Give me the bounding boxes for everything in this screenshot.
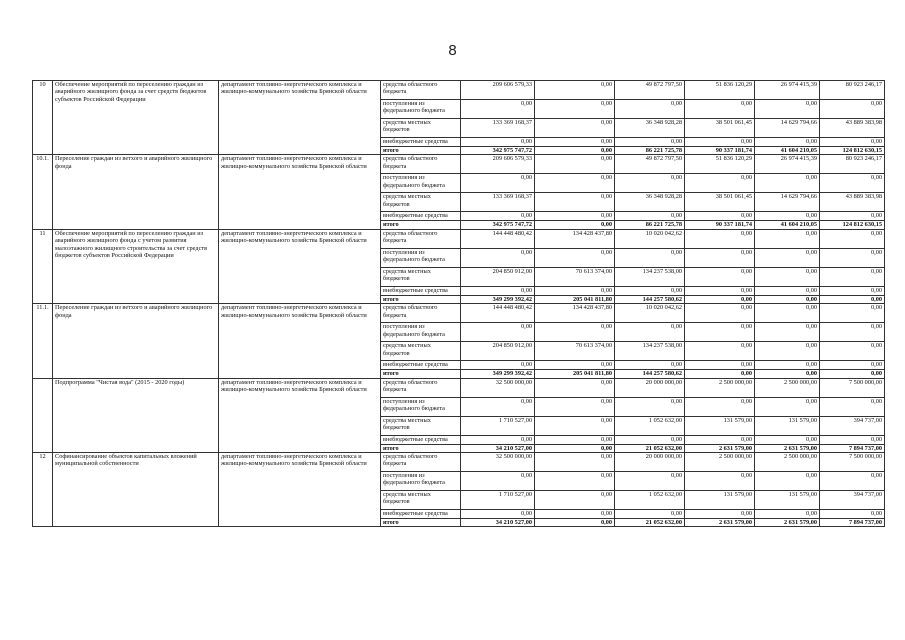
amount-cell: 0,00 <box>820 323 885 342</box>
amount-cell: 2 631 579,00 <box>685 444 755 452</box>
amount-cell: 0,00 <box>820 267 885 286</box>
amount-cell: 26 974 415,39 <box>755 81 820 100</box>
amount-cell: 36 348 928,28 <box>615 119 685 138</box>
amount-cell: 2 500 000,00 <box>685 453 755 472</box>
amount-cell: 80 923 246,17 <box>820 155 885 174</box>
funding-source: средства областного бюджета <box>381 81 461 100</box>
amount-cell: 0,00 <box>685 342 755 361</box>
amount-cell: 0,00 <box>820 174 885 193</box>
amount-cell: 7 894 737,00 <box>820 444 885 452</box>
amount-cell: 144 257 580,62 <box>615 295 685 303</box>
amount-cell: 0,00 <box>755 229 820 248</box>
amount-cell: 342 975 747,72 <box>461 147 535 155</box>
amount-cell: 0,00 <box>461 435 535 444</box>
amount-cell: 1 052 632,00 <box>615 491 685 510</box>
amount-cell: 0,00 <box>755 435 820 444</box>
funding-source: итого <box>381 370 461 378</box>
amount-cell: 0,00 <box>820 435 885 444</box>
amount-cell: 41 604 210,05 <box>755 221 820 229</box>
amount-cell: 134 428 437,80 <box>535 304 615 323</box>
amount-cell: 0,00 <box>461 397 535 416</box>
amount-cell: 0,00 <box>685 229 755 248</box>
measure-title: Обеспечение мероприятий по переселению граждан из аварийного жилищного фонда за счет средств бюджетов субъектов Российской Федерации <box>53 81 219 155</box>
executor: департамент топливно-энергетического комплекса и жилищно-коммунального хозяйства Брянской области <box>219 378 381 452</box>
amount-cell: 0,00 <box>685 370 755 378</box>
amount-cell: 0,00 <box>615 435 685 444</box>
amount-cell: 0,00 <box>685 510 755 519</box>
amount-cell: 0,00 <box>615 510 685 519</box>
amount-cell: 0,00 <box>755 370 820 378</box>
amount-cell: 41 604 210,05 <box>755 147 820 155</box>
amount-cell: 0,00 <box>685 323 755 342</box>
measure-title: Переселение граждан из ветхого и аварийного жилищного фонда <box>53 155 219 229</box>
amount-cell: 0,00 <box>685 286 755 295</box>
item-number: 10 <box>33 81 53 155</box>
amount-cell: 0,00 <box>820 295 885 303</box>
amount-cell: 0,00 <box>685 138 755 147</box>
amount-cell: 0,00 <box>685 472 755 491</box>
amount-cell: 32 500 000,00 <box>461 453 535 472</box>
amount-cell: 0,00 <box>820 138 885 147</box>
amount-cell: 0,00 <box>755 295 820 303</box>
amount-cell: 0,00 <box>685 295 755 303</box>
amount-cell: 0,00 <box>461 100 535 119</box>
amount-cell: 0,00 <box>685 212 755 221</box>
amount-cell: 134 237 538,00 <box>615 267 685 286</box>
measure-title: Обеспечение мероприятий по переселению граждан из аварийного жилищного фонда с учетом развития малоэтажного жилищного строительства за счет средств бюджетов субъектов Российской Федерации <box>53 229 219 303</box>
amount-cell: 0,00 <box>535 510 615 519</box>
amount-cell: 0,00 <box>755 342 820 361</box>
amount-cell: 49 872 797,50 <box>615 155 685 174</box>
amount-cell: 38 501 061,45 <box>685 119 755 138</box>
amount-cell: 0,00 <box>755 397 820 416</box>
amount-cell: 0,00 <box>535 212 615 221</box>
amount-cell: 0,00 <box>535 286 615 295</box>
amount-cell: 0,00 <box>755 100 820 119</box>
amount-cell: 0,00 <box>535 174 615 193</box>
amount-cell: 0,00 <box>615 361 685 370</box>
funding-source: поступления из федерального бюджета <box>381 472 461 491</box>
funding-source: итого <box>381 295 461 303</box>
amount-cell: 21 052 632,00 <box>615 444 685 452</box>
funding-source: средства областного бюджета <box>381 378 461 397</box>
item-number: 12 <box>33 453 53 527</box>
amount-cell: 349 299 392,42 <box>461 295 535 303</box>
amount-cell: 0,00 <box>615 286 685 295</box>
funding-source: средства областного бюджета <box>381 453 461 472</box>
amount-cell: 0,00 <box>535 361 615 370</box>
amount-cell: 2 631 579,00 <box>755 519 820 527</box>
amount-cell: 0,00 <box>535 221 615 229</box>
amount-cell: 1 710 527,00 <box>461 491 535 510</box>
amount-cell: 134 428 437,80 <box>535 229 615 248</box>
amount-cell: 0,00 <box>461 212 535 221</box>
amount-cell: 0,00 <box>615 397 685 416</box>
amount-cell: 144 448 480,42 <box>461 229 535 248</box>
amount-cell: 0,00 <box>755 472 820 491</box>
amount-cell: 80 923 246,17 <box>820 81 885 100</box>
amount-cell: 36 348 928,28 <box>615 193 685 212</box>
amount-cell: 0,00 <box>535 491 615 510</box>
amount-cell: 0,00 <box>685 435 755 444</box>
amount-cell: 0,00 <box>685 248 755 267</box>
amount-cell: 144 257 580,62 <box>615 370 685 378</box>
funding-source: средства местных бюджетов <box>381 342 461 361</box>
amount-cell: 10 020 042,62 <box>615 304 685 323</box>
amount-cell: 0,00 <box>461 138 535 147</box>
amount-cell: 86 221 725,78 <box>615 147 685 155</box>
amount-cell: 20 000 000,00 <box>615 453 685 472</box>
amount-cell: 0,00 <box>820 286 885 295</box>
page-number: 8 <box>448 42 457 59</box>
funding-source: внебюджетные средства <box>381 138 461 147</box>
executor: департамент топливно-энергетического комплекса и жилищно-коммунального хозяйства Брянской области <box>219 155 381 229</box>
item-number: 11 <box>33 229 53 303</box>
amount-cell: 2 631 579,00 <box>685 519 755 527</box>
amount-cell: 0,00 <box>461 323 535 342</box>
funding-source: поступления из федерального бюджета <box>381 174 461 193</box>
amount-cell: 0,00 <box>820 397 885 416</box>
amount-cell: 43 889 383,98 <box>820 119 885 138</box>
amount-cell: 209 606 579,33 <box>461 155 535 174</box>
amount-cell: 0,00 <box>535 323 615 342</box>
amount-cell: 70 613 374,00 <box>535 267 615 286</box>
amount-cell: 2 500 000,00 <box>685 378 755 397</box>
funding-source: итого <box>381 444 461 452</box>
amount-cell: 7 500 000,00 <box>820 378 885 397</box>
amount-cell: 0,00 <box>535 155 615 174</box>
item-number: 10.1. <box>33 155 53 229</box>
amount-cell: 51 836 120,29 <box>685 155 755 174</box>
amount-cell: 131 579,00 <box>755 416 820 435</box>
amount-cell: 34 210 527,00 <box>461 444 535 452</box>
amount-cell: 204 850 912,00 <box>461 267 535 286</box>
funding-source: средства областного бюджета <box>381 155 461 174</box>
executor: департамент топливно-энергетического комплекса и жилищно-коммунального хозяйства Брянской области <box>219 453 381 527</box>
amount-cell: 0,00 <box>535 444 615 452</box>
amount-cell: 2 500 000,00 <box>755 378 820 397</box>
amount-cell: 0,00 <box>755 248 820 267</box>
amount-cell: 0,00 <box>755 267 820 286</box>
amount-cell: 0,00 <box>755 304 820 323</box>
amount-cell: 0,00 <box>755 138 820 147</box>
amount-cell: 0,00 <box>820 304 885 323</box>
amount-cell: 14 629 794,66 <box>755 193 820 212</box>
funding-source: внебюджетные средства <box>381 510 461 519</box>
amount-cell: 0,00 <box>535 397 615 416</box>
executor: департамент топливно-энергетического комплекса и жилищно-коммунального хозяйства Брянской области <box>219 81 381 155</box>
funding-source: средства местных бюджетов <box>381 267 461 286</box>
amount-cell: 0,00 <box>615 472 685 491</box>
item-number <box>33 378 53 452</box>
funding-source: итого <box>381 221 461 229</box>
amount-cell: 0,00 <box>535 81 615 100</box>
amount-cell: 0,00 <box>535 248 615 267</box>
amount-cell: 1 710 527,00 <box>461 416 535 435</box>
amount-cell: 0,00 <box>820 472 885 491</box>
budget-table <box>32 80 885 527</box>
amount-cell: 342 975 747,72 <box>461 221 535 229</box>
amount-cell: 0,00 <box>461 174 535 193</box>
table-row <box>33 155 885 174</box>
amount-cell: 0,00 <box>461 510 535 519</box>
amount-cell: 0,00 <box>535 453 615 472</box>
amount-cell: 0,00 <box>820 510 885 519</box>
amount-cell: 0,00 <box>535 435 615 444</box>
funding-source: средства местных бюджетов <box>381 491 461 510</box>
amount-cell: 26 974 415,39 <box>755 155 820 174</box>
amount-cell: 0,00 <box>685 174 755 193</box>
funding-source: итого <box>381 147 461 155</box>
amount-cell: 0,00 <box>535 138 615 147</box>
amount-cell: 0,00 <box>535 193 615 212</box>
amount-cell: 0,00 <box>461 472 535 491</box>
amount-cell: 144 448 480,42 <box>461 304 535 323</box>
funding-source: внебюджетные средства <box>381 435 461 444</box>
amount-cell: 133 369 168,37 <box>461 193 535 212</box>
funding-source: внебюджетные средства <box>381 361 461 370</box>
amount-cell: 0,00 <box>461 248 535 267</box>
amount-cell: 0,00 <box>461 286 535 295</box>
amount-cell: 131 579,00 <box>755 491 820 510</box>
amount-cell: 49 872 797,50 <box>615 81 685 100</box>
amount-cell: 51 836 120,29 <box>685 81 755 100</box>
funding-source: поступления из федерального бюджета <box>381 323 461 342</box>
amount-cell: 0,00 <box>615 248 685 267</box>
amount-cell: 90 337 181,74 <box>685 221 755 229</box>
funding-source: поступления из федерального бюджета <box>381 397 461 416</box>
amount-cell: 124 812 630,15 <box>820 147 885 155</box>
amount-cell: 124 812 630,15 <box>820 221 885 229</box>
funding-source: поступления из федерального бюджета <box>381 248 461 267</box>
amount-cell: 0,00 <box>535 416 615 435</box>
amount-cell: 131 579,00 <box>685 416 755 435</box>
amount-cell: 0,00 <box>615 138 685 147</box>
amount-cell: 0,00 <box>535 119 615 138</box>
amount-cell: 0,00 <box>535 100 615 119</box>
table-row <box>33 378 885 397</box>
amount-cell: 394 737,00 <box>820 491 885 510</box>
table-row <box>33 229 885 248</box>
amount-cell: 0,00 <box>755 323 820 342</box>
funding-source: средства областного бюджета <box>381 229 461 248</box>
measure-title: Софинансирование объектов капитальных вложений муниципальной собственности <box>53 453 219 527</box>
funding-source: внебюджетные средства <box>381 286 461 295</box>
amount-cell: 2 500 000,00 <box>755 453 820 472</box>
amount-cell: 0,00 <box>461 361 535 370</box>
amount-cell: 10 020 042,62 <box>615 229 685 248</box>
amount-cell: 0,00 <box>685 304 755 323</box>
amount-cell: 205 041 811,80 <box>535 295 615 303</box>
amount-cell: 209 606 579,33 <box>461 81 535 100</box>
funding-source: поступления из федерального бюджета <box>381 100 461 119</box>
funding-source: внебюджетные средства <box>381 212 461 221</box>
amount-cell: 0,00 <box>615 174 685 193</box>
amount-cell: 0,00 <box>820 361 885 370</box>
amount-cell: 0,00 <box>755 212 820 221</box>
amount-cell: 21 052 632,00 <box>615 519 685 527</box>
amount-cell: 205 041 811,80 <box>535 370 615 378</box>
amount-cell: 131 579,00 <box>685 491 755 510</box>
amount-cell: 0,00 <box>820 229 885 248</box>
amount-cell: 34 210 527,00 <box>461 519 535 527</box>
funding-source: итого <box>381 519 461 527</box>
executor: департамент топливно-энергетического комплекса и жилищно-коммунального хозяйства Брянской области <box>219 304 381 378</box>
amount-cell: 20 000 000,00 <box>615 378 685 397</box>
executor: департамент топливно-энергетического комплекса и жилищно-коммунального хозяйства Брянской области <box>219 229 381 303</box>
amount-cell: 0,00 <box>820 248 885 267</box>
amount-cell: 0,00 <box>535 519 615 527</box>
table-row <box>33 304 885 323</box>
amount-cell: 0,00 <box>755 361 820 370</box>
table-row <box>33 81 885 100</box>
amount-cell: 0,00 <box>615 100 685 119</box>
amount-cell: 349 299 392,42 <box>461 370 535 378</box>
amount-cell: 0,00 <box>615 323 685 342</box>
measure-title: Подпрограмма "Чистая вода" (2015 - 2020 годы) <box>53 378 219 452</box>
amount-cell: 0,00 <box>685 267 755 286</box>
funding-source: средства местных бюджетов <box>381 119 461 138</box>
funding-source: средства местных бюджетов <box>381 416 461 435</box>
amount-cell: 133 369 168,37 <box>461 119 535 138</box>
item-number: 11.1. <box>33 304 53 378</box>
table-row <box>33 453 885 472</box>
measure-title: Переселение граждан из ветхого и аварийного жилищного фонда <box>53 304 219 378</box>
amount-cell: 0,00 <box>755 510 820 519</box>
amount-cell: 0,00 <box>820 342 885 361</box>
funding-source: средства местных бюджетов <box>381 193 461 212</box>
amount-cell: 1 052 632,00 <box>615 416 685 435</box>
amount-cell: 0,00 <box>820 370 885 378</box>
amount-cell: 70 613 374,00 <box>535 342 615 361</box>
amount-cell: 0,00 <box>685 397 755 416</box>
amount-cell: 0,00 <box>820 100 885 119</box>
amount-cell: 0,00 <box>685 361 755 370</box>
amount-cell: 0,00 <box>535 472 615 491</box>
amount-cell: 0,00 <box>615 212 685 221</box>
amount-cell: 7 894 737,00 <box>820 519 885 527</box>
amount-cell: 14 629 794,66 <box>755 119 820 138</box>
amount-cell: 134 237 538,00 <box>615 342 685 361</box>
amount-cell: 7 500 000,00 <box>820 453 885 472</box>
amount-cell: 0,00 <box>755 174 820 193</box>
amount-cell: 32 500 000,00 <box>461 378 535 397</box>
amount-cell: 43 889 383,98 <box>820 193 885 212</box>
amount-cell: 86 221 725,78 <box>615 221 685 229</box>
amount-cell: 0,00 <box>535 147 615 155</box>
amount-cell: 0,00 <box>820 212 885 221</box>
amount-cell: 394 737,00 <box>820 416 885 435</box>
amount-cell: 0,00 <box>535 378 615 397</box>
funding-source: средства областного бюджета <box>381 304 461 323</box>
amount-cell: 38 501 061,45 <box>685 193 755 212</box>
amount-cell: 0,00 <box>685 100 755 119</box>
amount-cell: 2 631 579,00 <box>755 444 820 452</box>
amount-cell: 0,00 <box>755 286 820 295</box>
amount-cell: 90 337 181,74 <box>685 147 755 155</box>
amount-cell: 204 850 912,00 <box>461 342 535 361</box>
